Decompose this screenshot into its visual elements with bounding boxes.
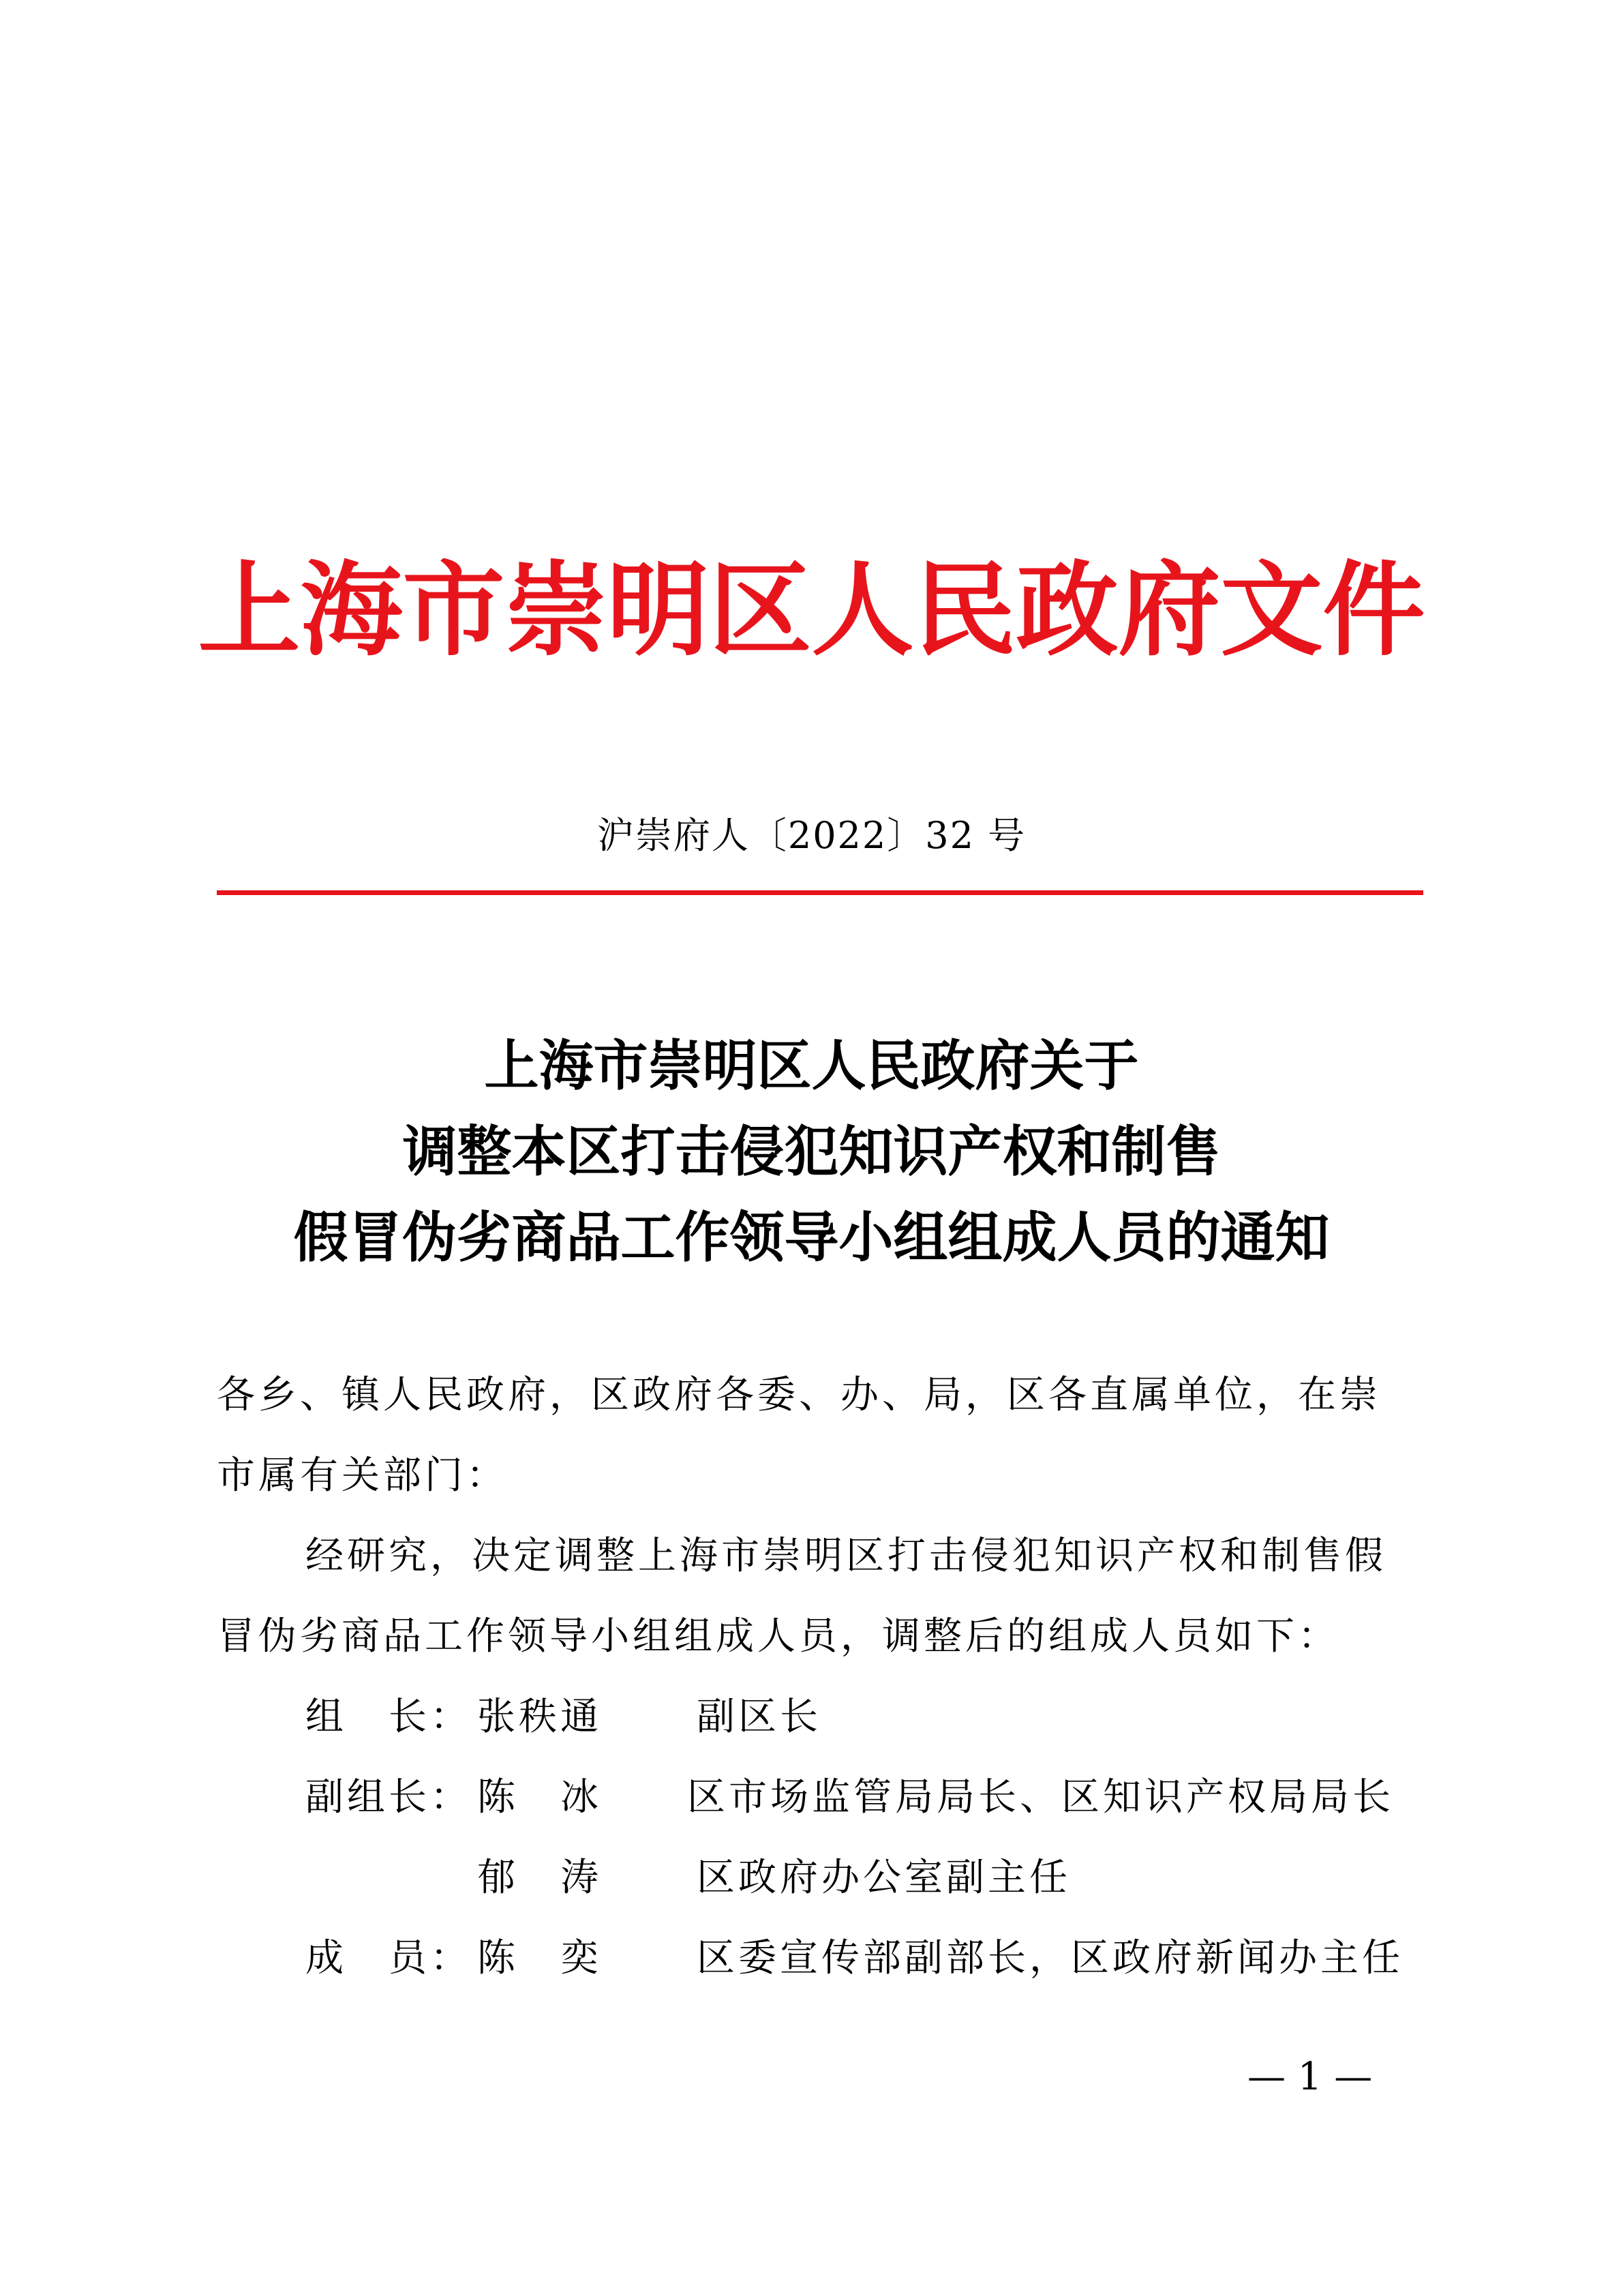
member-post: 区市场监管局局长、区知识产权局局长 bbox=[687, 1775, 1394, 1819]
intro-line: 经研究，决定调整上海市崇明区打击侵犯知识产权和制售假 bbox=[305, 1534, 1386, 1578]
member-role: 组 长： bbox=[305, 1695, 472, 1739]
red-divider-line bbox=[217, 890, 1423, 895]
member-name: 陈 冰 bbox=[477, 1775, 602, 1819]
intro-line: 冒伪劣商品工作领导小组组成人员，调整后的组成人员如下： bbox=[217, 1614, 1339, 1659]
member-name: 张秩通 bbox=[477, 1695, 602, 1739]
member-name: 郁 涛 bbox=[477, 1856, 602, 1900]
member-name: 陈 奕 bbox=[477, 1936, 602, 1980]
page-number: — 1 — bbox=[1247, 2055, 1373, 2099]
notice-title-line: 调整本区打击侵犯知识产权和制售 bbox=[402, 1119, 1221, 1183]
recipients-line: 市属有关部门： bbox=[217, 1453, 508, 1498]
notice-title-line: 假冒伪劣商品工作领导小组组成人员的通知 bbox=[293, 1205, 1330, 1269]
member-post: 区政府办公室副主任 bbox=[697, 1856, 1071, 1900]
member-post: 区委宣传部副部长，区政府新闻办主任 bbox=[697, 1936, 1404, 1980]
member-role: 成 员： bbox=[305, 1936, 472, 1980]
issuer-title: 上海市崇明区人民政府文件 bbox=[198, 550, 1425, 670]
notice-title bbox=[0, 1023, 1623, 1280]
member-role: 副组长： bbox=[305, 1775, 472, 1819]
notice-title-line: 上海市崇明区人民政府关于 bbox=[484, 1033, 1139, 1098]
document-number: 沪崇府人〔2022〕32 号 bbox=[596, 814, 1027, 857]
member-post: 副区长 bbox=[697, 1695, 821, 1739]
recipients-line: 各乡、镇人民政府，区政府各委、办、局，区各直属单位，在崇 bbox=[217, 1373, 1381, 1417]
